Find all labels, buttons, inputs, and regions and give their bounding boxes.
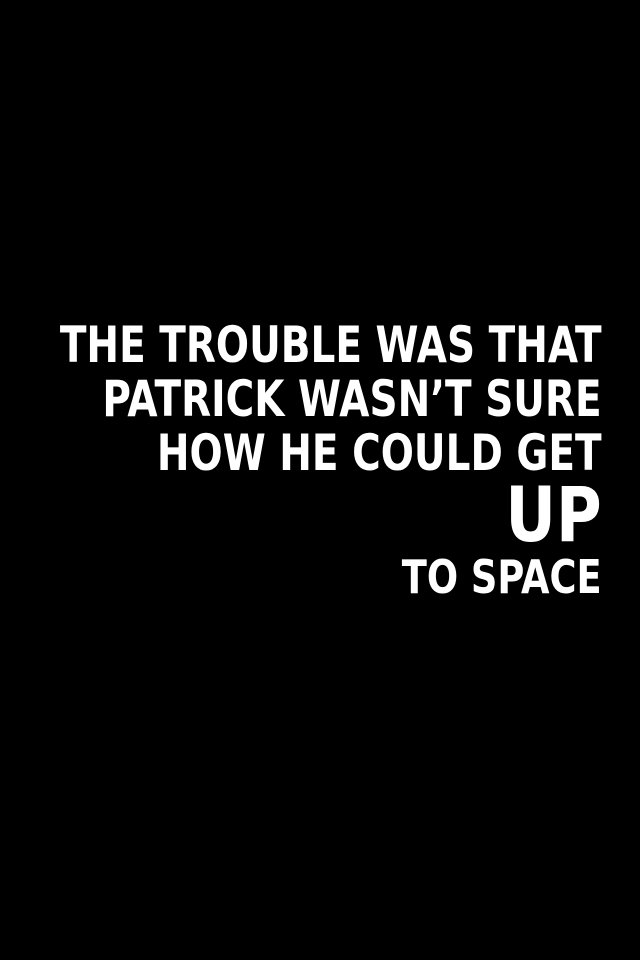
quote-line-5: TO SPACE (402, 550, 602, 604)
quote-line-2: PATRICK WASN’T SURE (102, 370, 602, 428)
quote-line-3: HOW HE COULD GET (157, 424, 602, 482)
quote-text-block (0, 318, 602, 602)
quote-emphasis-word: UP (505, 470, 602, 559)
quote-line-1: THE TROUBLE WAS THAT (60, 316, 602, 374)
